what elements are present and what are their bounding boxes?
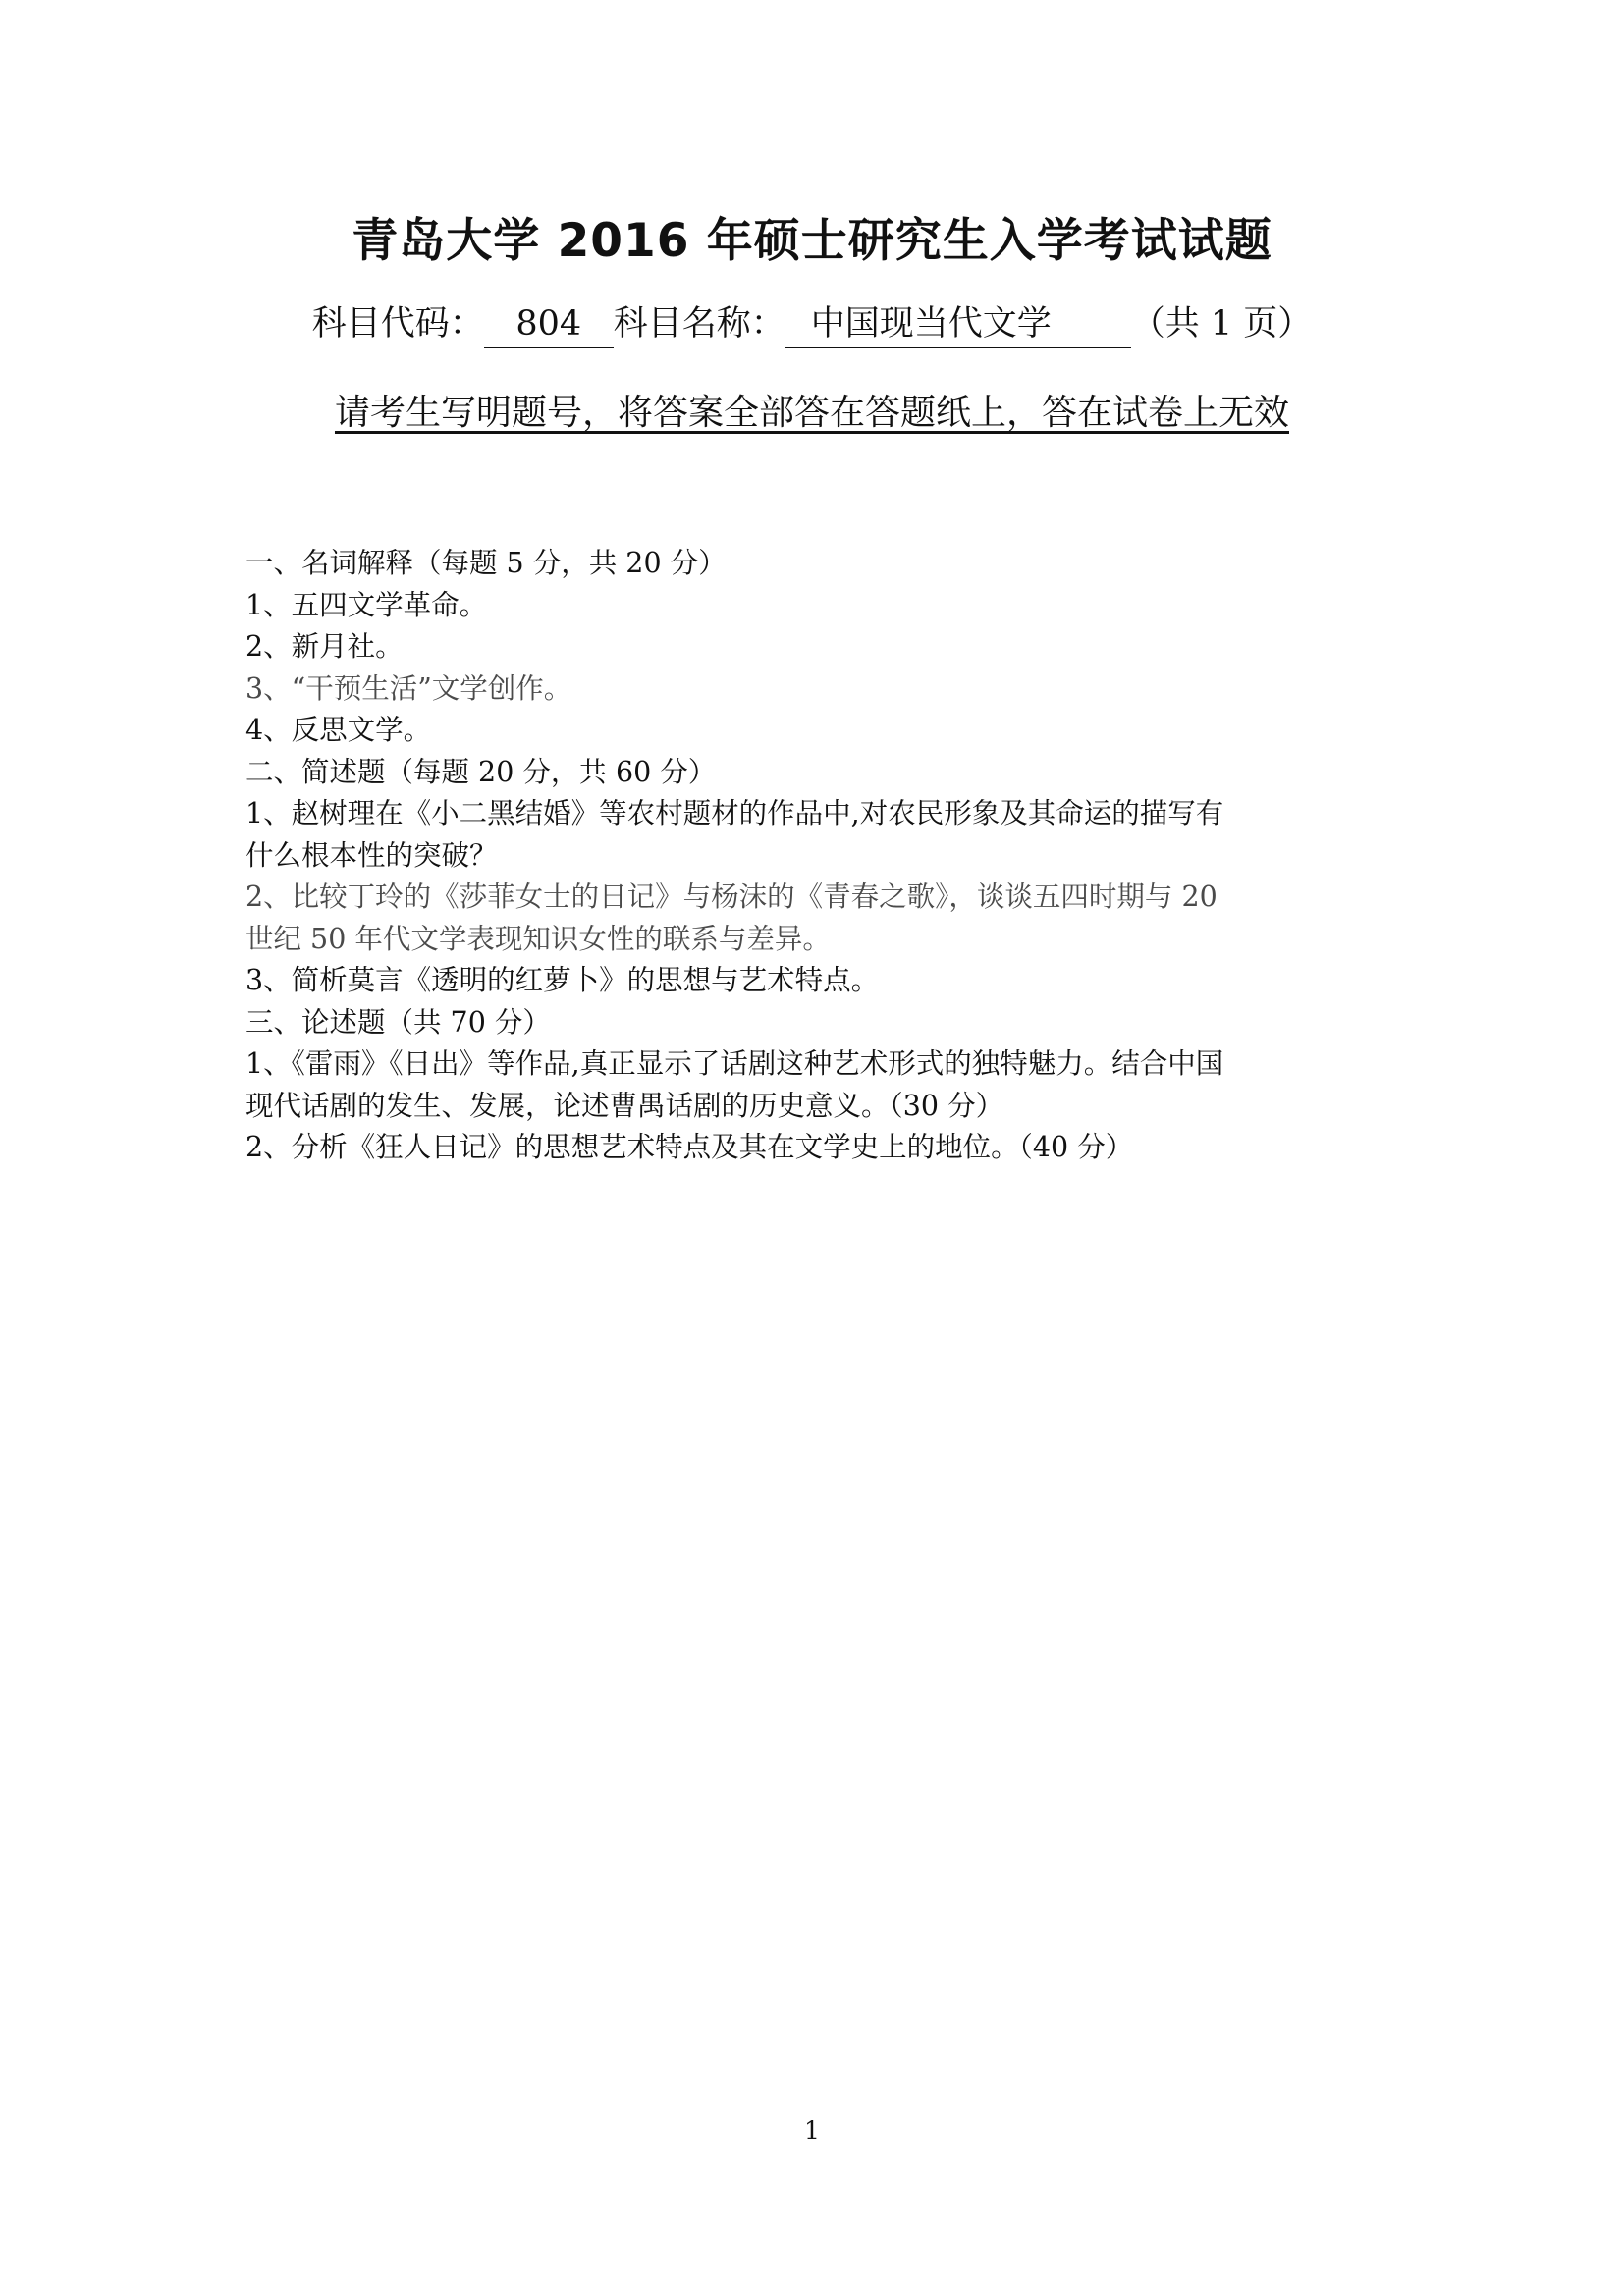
answer-instruction: 请考生写明题号，将答案全部答在答题纸上，答在试卷上无效 xyxy=(334,393,1289,433)
question-line: 什么根本性的突破？ xyxy=(245,838,498,872)
subject-line xyxy=(0,296,1624,348)
question-line: 4、反思文学。 xyxy=(245,714,432,746)
exam-title: 青岛大学 2016 年硕士研究生入学考试试题 xyxy=(352,214,1272,268)
subject-name-value: 中国现当代文学 xyxy=(785,301,1131,348)
section-heading: 二、简述题（每题 20 分，共 60 分） xyxy=(245,755,717,788)
section-heading: 三、论述题（共 70 分） xyxy=(245,1005,551,1039)
question-list xyxy=(245,543,1394,1169)
subject-code-value: 804 xyxy=(484,301,614,348)
question-line: 2、比较丁玲的《莎菲女士的日记》与杨沫的《青春之歌》，谈谈五四时期与 20 xyxy=(245,881,1218,913)
question-line: 3、“干预生活”文学创作。 xyxy=(245,671,572,705)
question-line: 世纪 50 年代文学表现知识女性的联系与差异。 xyxy=(245,922,831,955)
section-heading: 一、名词解释（每题 5 分，共 20 分） xyxy=(245,547,727,579)
subject-name-label: 科目名称： xyxy=(613,304,785,344)
question-line: 2、分析《狂人日记》的思想艺术特点及其在文学史上的地位。（40 分） xyxy=(245,1131,1134,1163)
question-line: 现代话剧的发生、发展，论述曹禺话剧的历史意义。（30 分） xyxy=(245,1089,1004,1122)
question-line: 3、简析莫言《透明的红萝卜》的思想与艺术特点。 xyxy=(245,964,880,996)
question-line: 1、《雷雨》《日出》等作品,真正显示了话剧这种艺术形式的独特魅力。结合中国 xyxy=(245,1047,1224,1080)
question-line: 2、新月社。 xyxy=(245,630,404,663)
question-line: 1、赵树理在《小二黑结婚》等农村题材的作品中,对农民形象及其命运的描写有 xyxy=(245,797,1224,829)
question-line: 1、五四文学革命。 xyxy=(245,588,488,621)
page-count: （共 1 页） xyxy=(1130,304,1313,344)
subject-code-label: 科目代码： xyxy=(311,304,484,344)
page-number: 1 xyxy=(804,2116,820,2145)
